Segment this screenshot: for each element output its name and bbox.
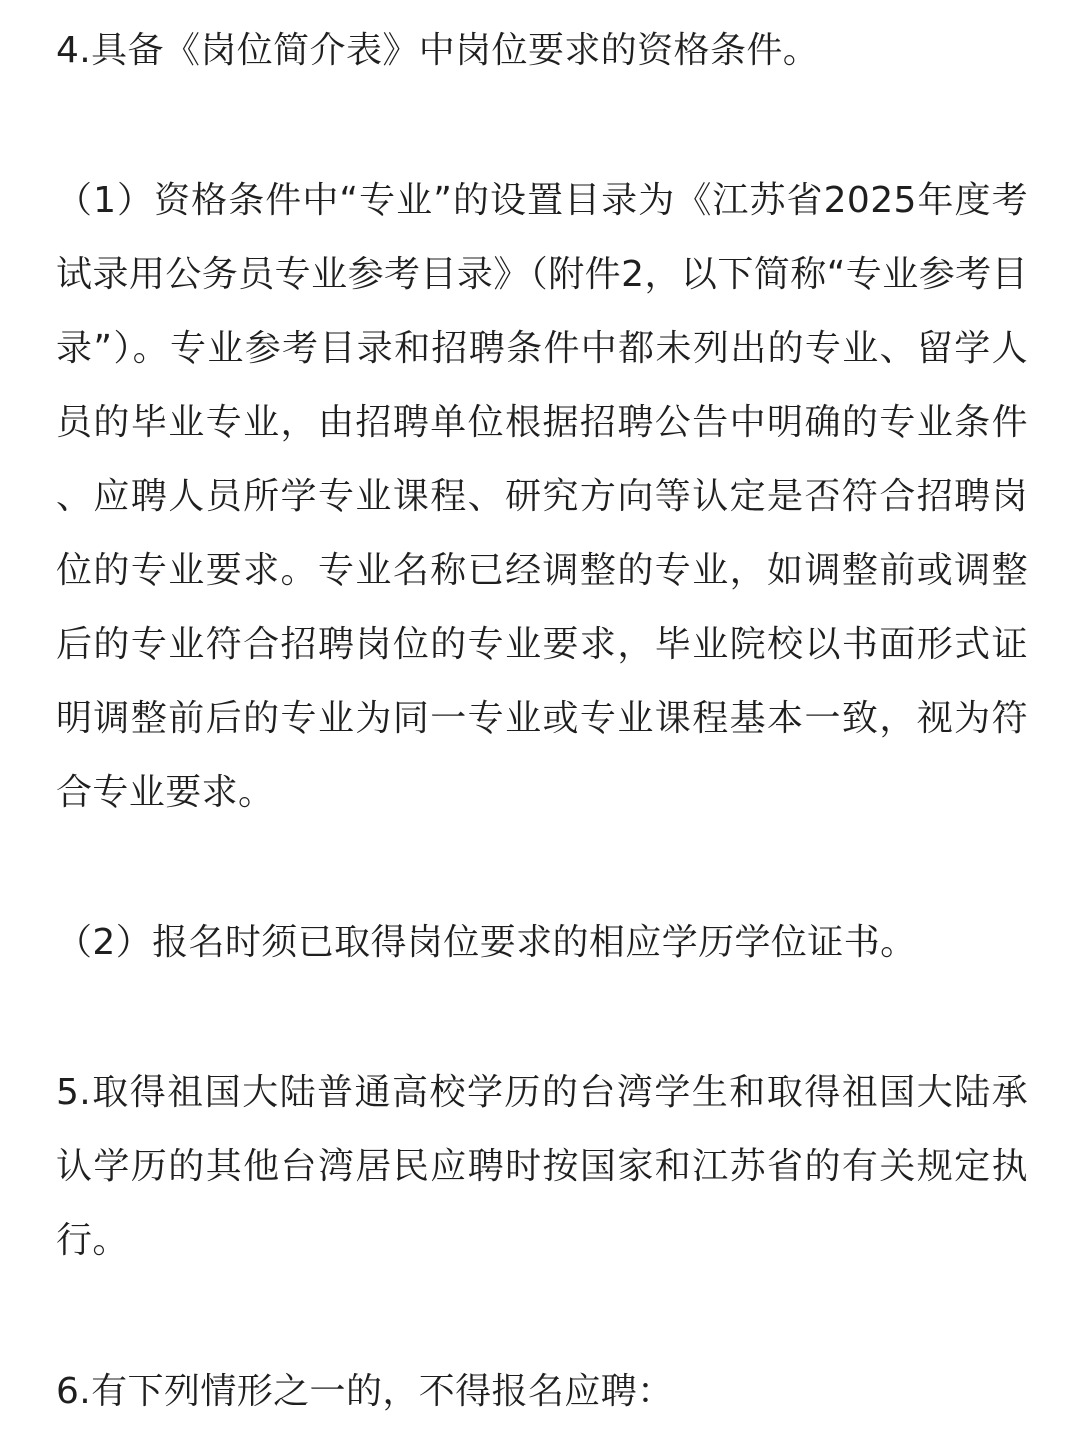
paragraph-major-catalog: （1）资格条件中“专业”的设置目录为《江苏省2025年度考试录用公务员专业参考目录》（附件2，以下简称“专业参考目录”）。专业参考目录和招聘条件中都未列出的专业、留学人员的毕业专业，由招聘单位根据招聘公告中明确的专业条件、应聘人员所学专业课程、研究方向等认定是否符合招聘岗位的专业要求。专业名称已经调整的专业，如调整前或调整后的专业符合招聘岗位的专业要求，毕业院校以书面形式证明调整前后的专业为同一专业或专业课程基本一致，视为符合专业要求。: [56, 180, 1028, 813]
paragraph-degree-certificate: （2）报名时须已取得岗位要求的相应学历学位证书。: [56, 922, 917, 963]
paragraph-qualification-requirement: 4.具备《岗位简介表》中岗位要求的资格条件。: [56, 30, 820, 71]
paragraph-taiwan-students: 5.取得祖国大陆普通高校学历的台湾学生和取得祖国大陆承认学历的其他台湾居民应聘时按国家和江苏省的有关规定执行。: [56, 1072, 1028, 1261]
paragraph-disqualification-intro: 6.有下列情形之一的，不得报名应聘：: [56, 1371, 674, 1412]
